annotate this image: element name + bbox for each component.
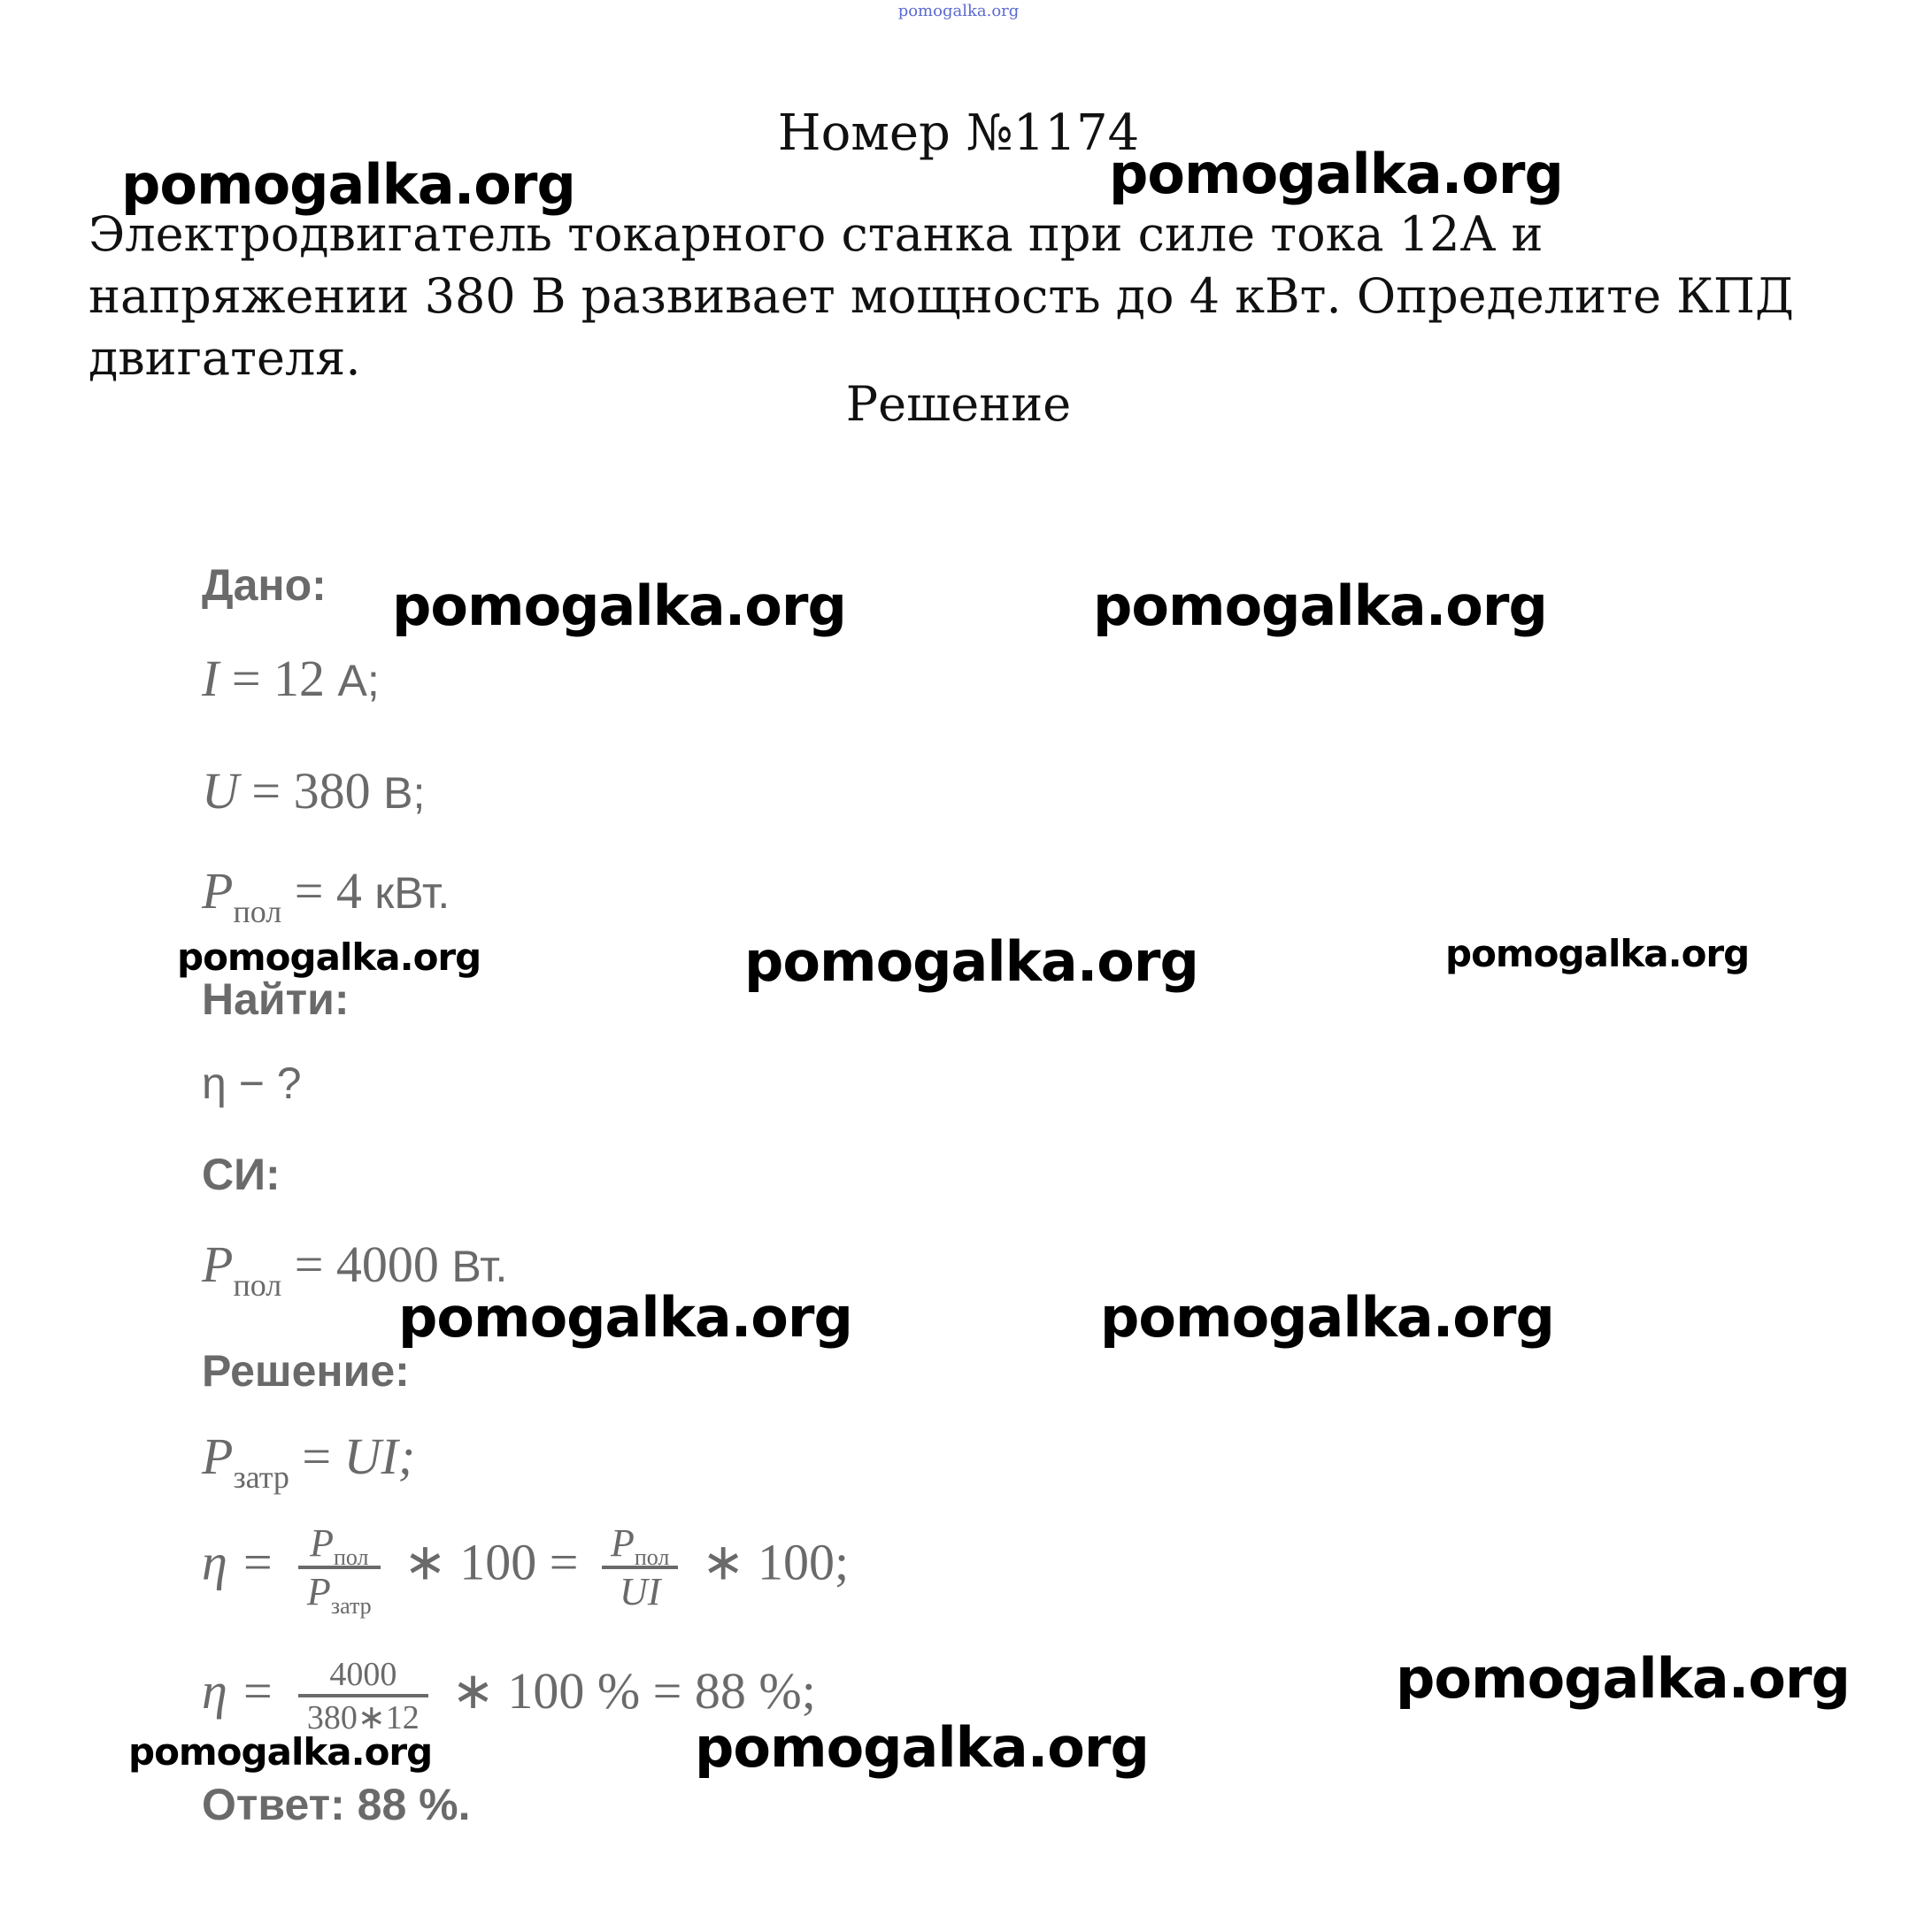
denominator: UI — [619, 1570, 661, 1613]
value: = 4 — [281, 862, 375, 920]
value: = 380 — [238, 762, 384, 820]
subscript: пол — [233, 894, 282, 929]
symbol: P — [202, 1235, 234, 1293]
symbol: P — [202, 1428, 234, 1485]
watermark: pomogalka.org — [1445, 932, 1750, 975]
end: ∗ 100; — [689, 1533, 850, 1591]
watermark: pomogalka.org — [398, 1285, 852, 1350]
page-title: Номер №1174 — [777, 104, 1140, 162]
watermark: pomogalka.org — [1093, 573, 1547, 638]
watermark: pomogalka.org — [392, 573, 846, 638]
solution-heading: Решение — [845, 376, 1072, 432]
fraction — [602, 1520, 678, 1614]
formula-efficiency — [202, 1520, 850, 1619]
numerator: $P_{пол}$ — [602, 1520, 678, 1569]
formula-spent-power — [202, 1427, 416, 1495]
watermark: pomogalka.org — [177, 935, 481, 979]
middle: ∗ 100 = — [390, 1533, 591, 1591]
subscript: пол — [233, 1267, 282, 1303]
fraction — [298, 1655, 428, 1737]
unit: кВт. — [374, 868, 450, 918]
given-voltage — [202, 761, 425, 820]
symbol: P — [202, 862, 234, 920]
denominator: 380∗12 — [306, 1699, 420, 1736]
watermark: pomogalka.org — [1100, 1285, 1554, 1350]
steps-label: Решение: — [202, 1346, 410, 1396]
equals: = — [289, 1428, 344, 1485]
unit: А; — [337, 656, 380, 705]
lhs: η = — [202, 1661, 288, 1720]
denominator: $P_{затр}$ — [306, 1570, 372, 1619]
unit: В; — [383, 768, 426, 818]
watermark: pomogalka.org — [1109, 142, 1563, 206]
given-power — [202, 861, 450, 929]
watermark: pomogalka.org — [1396, 1646, 1850, 1711]
symbol: U — [202, 762, 239, 820]
answer: Ответ: 88 %. — [202, 1780, 471, 1829]
value: = 4000 — [281, 1235, 452, 1293]
rhs: UI; — [343, 1428, 416, 1485]
lhs: η = — [202, 1533, 288, 1591]
watermark: pomogalka.org — [695, 1715, 1149, 1780]
unit: Вт. — [451, 1242, 508, 1291]
end: ∗ 100 % = 88 %; — [438, 1661, 816, 1720]
watermark: pomogalka.org — [121, 152, 575, 217]
watermark: pomogalka.org — [128, 1730, 433, 1774]
problem-statement: Электродвигатель токарного станка при силе тока 12А и напряжении 380 В развивает мощность до 4 кВт. Определите КПД двигателя. — [89, 206, 1794, 386]
si-label: СИ: — [202, 1150, 281, 1199]
numerator: 4000 — [298, 1655, 428, 1697]
fraction — [298, 1520, 381, 1619]
source-link[interactable]: pomogalka.org — [897, 2, 1020, 20]
find-unknown: η − ? — [202, 1058, 302, 1108]
given-label: Дано: — [202, 560, 327, 610]
find-label: Найти: — [202, 974, 350, 1024]
value: = 12 — [219, 650, 338, 707]
numerator: $P_{пол}$ — [298, 1520, 381, 1569]
given-current — [202, 649, 380, 708]
subscript: затр — [233, 1459, 289, 1495]
watermark: pomogalka.org — [744, 929, 1198, 994]
symbol: I — [202, 650, 219, 707]
